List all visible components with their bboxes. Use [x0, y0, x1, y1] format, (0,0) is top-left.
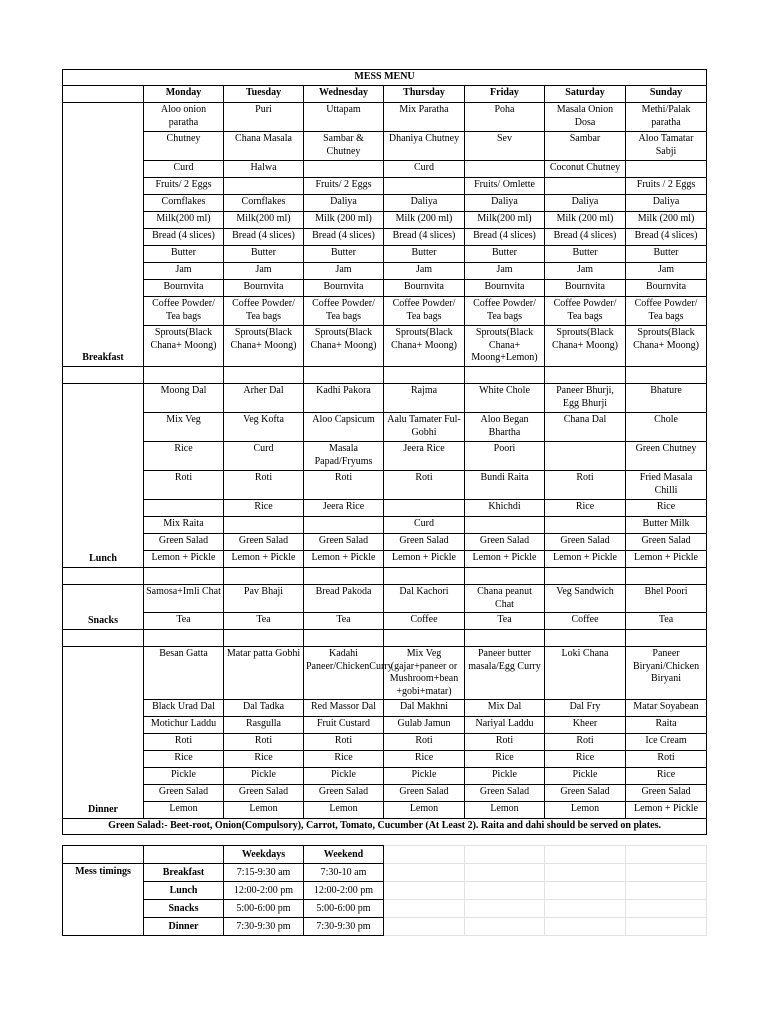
menu-item: Lemon + Pickle — [465, 551, 545, 568]
menu-item: Pickle — [224, 768, 304, 785]
menu-item: Bhel Poori — [626, 585, 707, 613]
menu-item: Veg Kofta — [224, 413, 304, 442]
day-header: Monday — [144, 86, 224, 103]
menu-item: Butter — [626, 246, 707, 263]
timings-weekdays: 12:00-2:00 pm — [224, 882, 304, 900]
menu-item: Roti — [304, 734, 384, 751]
menu-item: Green Salad — [144, 785, 224, 802]
menu-item: Bhature — [626, 384, 707, 413]
menu-item: Fruits / 2 Eggs — [626, 178, 707, 195]
menu-item: Cornflakes — [144, 195, 224, 212]
breakfast-row — [63, 229, 707, 246]
menu-item: Coffee Powder/ Tea bags — [224, 297, 304, 326]
menu-item: Lemon + Pickle — [626, 802, 707, 819]
menu-item: Lemon + Pickle — [304, 551, 384, 568]
menu-item: Arher Dal — [224, 384, 304, 413]
menu-item: Daliya — [384, 195, 465, 212]
dinner-row — [63, 647, 707, 700]
snacks-label: Snacks — [63, 585, 144, 630]
menu-item: Green Salad — [545, 785, 626, 802]
menu-item: Butter Milk — [626, 517, 707, 534]
menu-item: Butter — [144, 246, 224, 263]
menu-item: Bournvita — [384, 280, 465, 297]
menu-item: Uttapam — [304, 103, 384, 132]
dinner-row — [63, 700, 707, 717]
menu-item: Daliya — [626, 195, 707, 212]
menu-item: Masala Onion Dosa — [545, 103, 626, 132]
empty-cell — [465, 367, 545, 384]
menu-title: MESS MENU — [63, 70, 707, 86]
menu-item: Green Salad — [465, 785, 545, 802]
empty-cell — [304, 568, 384, 585]
timings-weekdays: 7:15-9:30 am — [224, 864, 304, 882]
menu-item: Khichdi — [465, 500, 545, 517]
menu-item: Gulab Jamun — [384, 717, 465, 734]
menu-item: Jam — [626, 263, 707, 280]
menu-item: Roti — [144, 471, 224, 500]
menu-item: Butter — [304, 246, 384, 263]
menu-item: Jam — [144, 263, 224, 280]
breakfast-label: Breakfast — [63, 103, 144, 367]
menu-item — [545, 178, 626, 195]
menu-item — [465, 517, 545, 534]
menu-item: Coffee Powder/ Tea bags — [545, 297, 626, 326]
day-header: Saturday — [545, 86, 626, 103]
menu-item — [545, 517, 626, 534]
menu-item: Jam — [304, 263, 384, 280]
menu-item: Pickle — [545, 768, 626, 785]
menu-item — [304, 161, 384, 178]
menu-item: Butter — [465, 246, 545, 263]
menu-item: Jam — [384, 263, 465, 280]
menu-item: Jam — [545, 263, 626, 280]
menu-item: Sprouts(Black Chana+ Moong) — [545, 326, 626, 367]
menu-item: Dal Fry — [545, 700, 626, 717]
menu-item: Lemon + Pickle — [545, 551, 626, 568]
timings-weekdays: 5:00-6:00 pm — [224, 900, 304, 918]
menu-item: Dal Tadka — [224, 700, 304, 717]
menu-item: Pickle — [304, 768, 384, 785]
dinner-row — [63, 785, 707, 802]
menu-item: Matar Soyabean — [626, 700, 707, 717]
dinner-label: Dinner — [63, 647, 144, 819]
day-header-row — [63, 86, 707, 103]
day-header: Friday — [465, 86, 545, 103]
menu-item: Bundi Raita — [465, 471, 545, 500]
menu-item: Mix Veg — [144, 413, 224, 442]
menu-item: Veg Sandwich — [545, 585, 626, 613]
menu-item: Sprouts(Black Chana+ Moong) — [384, 326, 465, 367]
menu-item: Fruits/ Omlette — [465, 178, 545, 195]
menu-item: Dhaniya Chutney — [384, 132, 465, 161]
empty-cell — [63, 568, 144, 585]
timings-label: Mess timings — [63, 864, 144, 936]
menu-item: Daliya — [465, 195, 545, 212]
menu-item: Butter — [384, 246, 465, 263]
menu-item: Ice Cream — [626, 734, 707, 751]
menu-item: Bournvita — [224, 280, 304, 297]
menu-item: Green Salad — [626, 785, 707, 802]
empty-cell — [626, 367, 707, 384]
day-header: Sunday — [626, 86, 707, 103]
mess-timings-table — [62, 845, 707, 936]
menu-item — [144, 500, 224, 517]
menu-item: Coffee Powder/ Tea bags — [626, 297, 707, 326]
menu-item: Fruits/ 2 Eggs — [304, 178, 384, 195]
day-header: Wednesday — [304, 86, 384, 103]
menu-item: Rice — [144, 751, 224, 768]
empty-cell — [224, 630, 304, 647]
menu-item: Rice — [545, 751, 626, 768]
menu-item: Bread Pakoda — [304, 585, 384, 613]
menu-item: Lemon + Pickle — [144, 551, 224, 568]
menu-item: Paneer Biryani/Chicken Biryani — [626, 647, 707, 700]
menu-item: Puri — [224, 103, 304, 132]
empty-cell — [384, 367, 465, 384]
menu-item: Sprouts(Black Chana+ Moong) — [224, 326, 304, 367]
timings-weekend: 5:00-6:00 pm — [304, 900, 384, 918]
menu-item: Aalu Tamater Ful-Gobhi — [384, 413, 465, 442]
menu-item: Butter — [545, 246, 626, 263]
breakfast-row — [63, 103, 707, 132]
menu-item: Butter — [224, 246, 304, 263]
day-header: Thursday — [384, 86, 465, 103]
menu-item: Rasgulla — [224, 717, 304, 734]
lunch-row — [63, 517, 707, 534]
spacer-row — [63, 367, 707, 384]
menu-item: Bournvita — [626, 280, 707, 297]
menu-item: Chana peanut Chat — [465, 585, 545, 613]
menu-item: Green Salad — [224, 534, 304, 551]
lunch-row — [63, 534, 707, 551]
menu-item: Jam — [224, 263, 304, 280]
menu-item: Rice — [384, 751, 465, 768]
breakfast-row — [63, 212, 707, 229]
menu-item: Matar patta Gobhi — [224, 647, 304, 700]
menu-item: Tea — [144, 613, 224, 630]
menu-item: Green Salad — [224, 785, 304, 802]
menu-item: Milk (200 ml) — [626, 212, 707, 229]
menu-item: Bread (4 slices) — [144, 229, 224, 246]
menu-item: Green Salad — [545, 534, 626, 551]
menu-item: Daliya — [545, 195, 626, 212]
empty-cell — [626, 630, 707, 647]
menu-item: Lemon — [224, 802, 304, 819]
menu-item: Chana Dal — [545, 413, 626, 442]
menu-item: Rice — [224, 500, 304, 517]
menu-item: Rice — [465, 751, 545, 768]
breakfast-row — [63, 132, 707, 161]
menu-item — [304, 517, 384, 534]
timings-weekend: 12:00-2:00 pm — [304, 882, 384, 900]
empty-cell — [224, 568, 304, 585]
menu-item: Bread (4 slices) — [304, 229, 384, 246]
dinner-row — [63, 717, 707, 734]
breakfast-row — [63, 195, 707, 212]
menu-item: Chole — [626, 413, 707, 442]
menu-item: Bournvita — [545, 280, 626, 297]
menu-item: Green Salad — [304, 785, 384, 802]
menu-item: Green Salad — [304, 534, 384, 551]
menu-item: Chutney — [144, 132, 224, 161]
menu-item: Sambar & Chutney — [304, 132, 384, 161]
menu-item: Curd — [224, 442, 304, 471]
menu-item: Bournvita — [304, 280, 384, 297]
menu-item: Coffee Powder/ Tea bags — [304, 297, 384, 326]
empty-cell — [545, 630, 626, 647]
menu-item: Coffee Powder/ Tea bags — [384, 297, 465, 326]
menu-item: Pav Bhaji — [224, 585, 304, 613]
menu-item: Coffee Powder/ Tea bags — [465, 297, 545, 326]
menu-item: Paneer butter masala/Egg Curry — [465, 647, 545, 700]
menu-item: Curd — [144, 161, 224, 178]
empty-cell — [304, 630, 384, 647]
menu-item: Roti — [224, 471, 304, 500]
menu-item: Fried Masala Chilli — [626, 471, 707, 500]
corner-cell — [63, 86, 144, 103]
lunch-label: Lunch — [63, 384, 144, 568]
menu-item: Sambar — [545, 132, 626, 161]
breakfast-row — [63, 263, 707, 280]
menu-item: Jeera Rice — [304, 500, 384, 517]
menu-item: Lemon + Pickle — [224, 551, 304, 568]
menu-item — [384, 178, 465, 195]
lunch-row — [63, 384, 707, 413]
empty-cell — [144, 568, 224, 585]
menu-item: Lemon — [304, 802, 384, 819]
breakfast-row — [63, 280, 707, 297]
menu-item: Tea — [224, 613, 304, 630]
spacer-row — [63, 630, 707, 647]
empty-cell — [304, 367, 384, 384]
snacks-row — [63, 613, 707, 630]
menu-item: Nariyal Laddu — [465, 717, 545, 734]
menu-item: Rice — [626, 768, 707, 785]
menu-item: Motichur Laddu — [144, 717, 224, 734]
menu-item: Chana Masala — [224, 132, 304, 161]
menu-item: Besan Gatta — [144, 647, 224, 700]
menu-item: Lemon + Pickle — [626, 551, 707, 568]
menu-item: Bournvita — [144, 280, 224, 297]
menu-item: Lemon — [384, 802, 465, 819]
menu-item: Tea — [626, 613, 707, 630]
menu-item: Sprouts(Black Chana+ Moong) — [626, 326, 707, 367]
empty-cell — [63, 367, 144, 384]
menu-item: Milk (200 ml) — [545, 212, 626, 229]
menu-item: Fruit Custard — [304, 717, 384, 734]
timings-weekend: 7:30-9:30 pm — [304, 918, 384, 936]
lunch-row — [63, 471, 707, 500]
empty-cell — [63, 630, 144, 647]
menu-item: Sprouts(Black Chana+ Moong) — [304, 326, 384, 367]
menu-item: Rajma — [384, 384, 465, 413]
menu-item: Green Salad — [626, 534, 707, 551]
timings-meal: Dinner — [144, 918, 224, 936]
menu-item: Coconut Chutney — [545, 161, 626, 178]
menu-item — [384, 500, 465, 517]
menu-item: Aloo Began Bhartha — [465, 413, 545, 442]
menu-item: Mix Veg (gajar+paneer or Mushroom+bean +gobi+matar) — [384, 647, 465, 700]
menu-item: Cornflakes — [224, 195, 304, 212]
menu-item: Curd — [384, 161, 465, 178]
breakfast-row — [63, 246, 707, 263]
menu-item: Roti — [545, 734, 626, 751]
menu-item: Roti — [144, 734, 224, 751]
menu-item: Fruits/ 2 Eggs — [144, 178, 224, 195]
menu-item: White Chole — [465, 384, 545, 413]
menu-item: Green Salad — [384, 785, 465, 802]
lunch-row — [63, 442, 707, 471]
menu-item — [465, 161, 545, 178]
empty-cell — [545, 367, 626, 384]
menu-item: Rice — [626, 500, 707, 517]
breakfast-row — [63, 297, 707, 326]
menu-item: Paneer Bhurji, Egg Bhurji — [545, 384, 626, 413]
menu-item: Coffee — [545, 613, 626, 630]
timings-weekend: 7:30-10 am — [304, 864, 384, 882]
timings-header: Weekdays — [224, 846, 304, 864]
menu-item: Milk(200 ml) — [224, 212, 304, 229]
menu-item — [224, 178, 304, 195]
menu-item — [545, 442, 626, 471]
timings-meal: Lunch — [144, 882, 224, 900]
empty-cell — [465, 568, 545, 585]
menu-item: Jeera Rice — [384, 442, 465, 471]
menu-item: Raita — [626, 717, 707, 734]
menu-item: Green Chutney — [626, 442, 707, 471]
menu-item: Kheer — [545, 717, 626, 734]
menu-item: Roti — [626, 751, 707, 768]
lunch-row — [63, 551, 707, 568]
menu-item: Green Salad — [384, 534, 465, 551]
breakfast-row — [63, 178, 707, 195]
menu-item: Lemon — [545, 802, 626, 819]
lunch-row — [63, 413, 707, 442]
empty-cell — [384, 630, 465, 647]
timings-meal: Snacks — [144, 900, 224, 918]
empty-cell — [545, 568, 626, 585]
dinner-row — [63, 751, 707, 768]
menu-item: Lemon + Pickle — [384, 551, 465, 568]
menu-item: Bread (4 slices) — [545, 229, 626, 246]
menu-item: Dal Makhni — [384, 700, 465, 717]
lunch-row — [63, 500, 707, 517]
menu-item: Coffee — [384, 613, 465, 630]
snacks-row — [63, 585, 707, 613]
menu-item: Green Salad — [144, 534, 224, 551]
menu-item: Milk (200 ml) — [304, 212, 384, 229]
menu-item: Roti — [304, 471, 384, 500]
empty-cell — [384, 568, 465, 585]
menu-item: Pickle — [384, 768, 465, 785]
menu-item: Kadahi Paneer/ChickenCurry — [304, 647, 384, 700]
menu-item: Moong Dal — [144, 384, 224, 413]
menu-item: Masala Papad/Fryums — [304, 442, 384, 471]
menu-item: Sev — [465, 132, 545, 161]
menu-item: Mix Raita — [144, 517, 224, 534]
timings-header: Weekend — [304, 846, 384, 864]
empty-cell — [224, 367, 304, 384]
menu-item: Aloo Tamatar Sabji — [626, 132, 707, 161]
menu-item: Kadhi Pakora — [304, 384, 384, 413]
dinner-row — [63, 802, 707, 819]
menu-item: Bread (4 slices) — [224, 229, 304, 246]
menu-item: Bournvita — [465, 280, 545, 297]
menu-item: Rice — [224, 751, 304, 768]
menu-item: Aloo Capsicum — [304, 413, 384, 442]
menu-item: Red Massor Dal — [304, 700, 384, 717]
spacer-row — [63, 568, 707, 585]
menu-item: Curd — [384, 517, 465, 534]
menu-item: Sprouts(Black Chana+ Moong) — [144, 326, 224, 367]
menu-item: Roti — [384, 471, 465, 500]
menu-item: Methi/Palak paratha — [626, 103, 707, 132]
menu-item: Loki Chana — [545, 647, 626, 700]
menu-item: Milk(200 ml) — [144, 212, 224, 229]
menu-item: Dal Kachori — [384, 585, 465, 613]
day-header: Tuesday — [224, 86, 304, 103]
menu-item: Mix Paratha — [384, 103, 465, 132]
menu-item: Lemon — [144, 802, 224, 819]
green-salad-note: Green Salad:- Beet-root, Onion(Compulsory), Carrot, Tomato, Cucumber (At Least 2). Raita and dahi should be served on plates. — [63, 819, 707, 835]
empty-cell — [144, 630, 224, 647]
menu-item — [224, 517, 304, 534]
mess-menu-table — [62, 69, 707, 835]
menu-item: Samosa+Imli Chat — [144, 585, 224, 613]
menu-item: Bread (4 slices) — [384, 229, 465, 246]
menu-item: Rice — [144, 442, 224, 471]
menu-item: Mix Dal — [465, 700, 545, 717]
menu-item: Roti — [224, 734, 304, 751]
menu-item: Pickle — [144, 768, 224, 785]
menu-item: Tea — [465, 613, 545, 630]
menu-item: Rice — [545, 500, 626, 517]
menu-item: Bread (4 slices) — [626, 229, 707, 246]
menu-item: Poori — [465, 442, 545, 471]
breakfast-row — [63, 326, 707, 367]
menu-item: Daliya — [304, 195, 384, 212]
menu-item: Sprouts(Black Chana+ Moong+Lemon) — [465, 326, 545, 367]
menu-item: Green Salad — [465, 534, 545, 551]
empty-cell — [465, 630, 545, 647]
dinner-row — [63, 768, 707, 785]
menu-item — [626, 161, 707, 178]
menu-item: Coffee Powder/ Tea bags — [144, 297, 224, 326]
menu-item: Aloo onion paratha — [144, 103, 224, 132]
menu-item: Pickle — [465, 768, 545, 785]
menu-item: Jam — [465, 263, 545, 280]
menu-item: Bread (4 slices) — [465, 229, 545, 246]
menu-item: Roti — [384, 734, 465, 751]
menu-item: Poha — [465, 103, 545, 132]
menu-item: Roti — [465, 734, 545, 751]
empty-cell — [144, 367, 224, 384]
menu-item: Milk (200 ml) — [384, 212, 465, 229]
menu-item: Milk(200 ml) — [465, 212, 545, 229]
menu-item: Lemon — [465, 802, 545, 819]
menu-item: Rice — [304, 751, 384, 768]
dinner-row — [63, 734, 707, 751]
menu-item: Halwa — [224, 161, 304, 178]
timings-weekdays: 7:30-9:30 pm — [224, 918, 304, 936]
menu-item: Roti — [545, 471, 626, 500]
timings-meal: Breakfast — [144, 864, 224, 882]
menu-item: Black Urad Dal — [144, 700, 224, 717]
breakfast-row — [63, 161, 707, 178]
empty-cell — [626, 568, 707, 585]
menu-item: Tea — [304, 613, 384, 630]
